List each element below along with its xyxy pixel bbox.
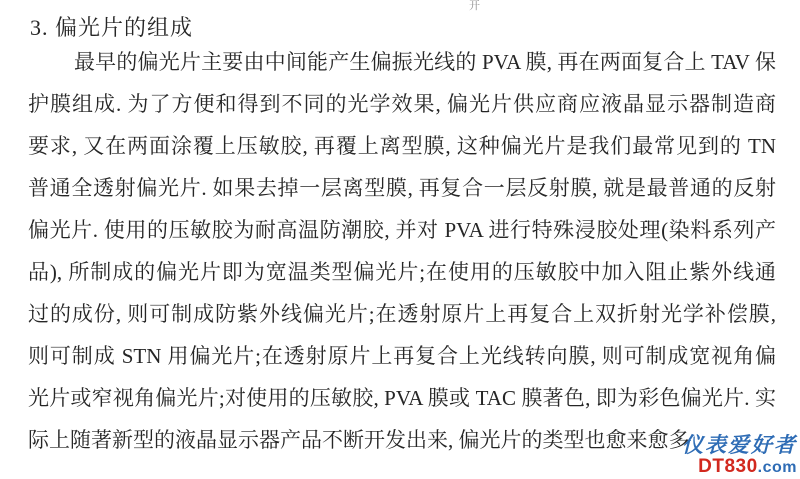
- body-paragraph: [28, 41, 776, 461]
- stray-text-fragment: 开: [469, 0, 480, 12]
- watermark-brand-text: 仪表爱好者: [682, 433, 797, 457]
- watermark-site-tld: .com: [757, 459, 797, 476]
- paragraph-line-8: 则可制成 STN 用偏光片;在透射原片上再复合上光线转向膜, 则可制成宽视角偏: [28, 344, 776, 368]
- paragraph-line-10: 际上随著新型的液晶显示器产品不断开发出来, 偏光片的类型也愈来愈多: [28, 428, 690, 452]
- paragraph-line-4: 普通全透射偏光片. 如果去掉一层离型膜, 再复合一层反射膜, 就是最普通的反射: [28, 176, 776, 200]
- section-heading: 3. 偏光片的组成: [30, 15, 194, 40]
- watermark-site-url: [682, 457, 797, 476]
- paragraph-line-5: 偏光片. 使用的压敏胶为耐高温防潮胶, 并对 PVA 进行特殊浸胶处理(染料系列产: [28, 218, 776, 242]
- watermark-site-name: DT830: [698, 456, 758, 477]
- paragraph-line-1: 最早的偏光片主要由中间能产生偏振光线的 PVA 膜, 再在两面复合上 TAV 保: [74, 50, 776, 74]
- paragraph-line-6: 品), 所制成的偏光片即为宽温类型偏光片;在使用的压敏胶中加入阻止紫外线通: [28, 260, 776, 284]
- paragraph-line-9: 光片或窄视角偏光片;对使用的压敏胶, PVA 膜或 TAC 膜著色, 即为彩色偏光片. 实: [28, 386, 776, 410]
- paragraph-line-3: 要求, 又在两面涂覆上压敏胶, 再覆上离型膜, 这种偏光片是我们最常见到的 TN: [28, 134, 776, 158]
- paragraph-line-2: 护膜组成. 为了方便和得到不同的光学效果, 偏光片供应商应液晶显示器制造商: [28, 92, 776, 116]
- watermark: [682, 435, 797, 476]
- paragraph-line-7: 过的成份, 则可制成防紫外线偏光片;在透射原片上再复合上双折射光学补偿膜,: [28, 302, 776, 326]
